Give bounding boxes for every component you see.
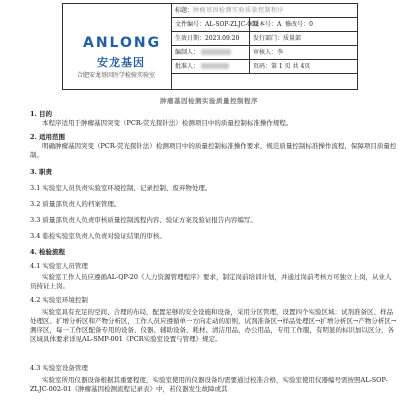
issuing-department: 发行部门：质量部	[253, 35, 302, 42]
author-row	[172, 46, 357, 60]
company-logo	[83, 35, 161, 51]
logo-chinese-name: 安龙基因	[97, 56, 145, 69]
section-purpose	[30, 110, 398, 128]
list-item: 3.2 质量部负责人的档案管理。	[30, 200, 121, 208]
effective-date: 生效日期：2023.09.20	[172, 32, 250, 45]
author-cell	[172, 46, 250, 59]
version-revision	[250, 18, 357, 31]
logo-text: ANLONG	[83, 35, 162, 51]
redacted-signature	[201, 63, 229, 69]
paragraph: 明确肿瘤基因突变（PCR-荧光探针法）检测项目中的质量控制标准操作要求，规范质量控制标准操作流程，保障项目质量控制。	[30, 142, 397, 159]
section-scope	[30, 133, 398, 160]
heading: 2. 适用范围	[30, 133, 66, 141]
approver-cell	[172, 60, 250, 73]
title-label: 标题：	[175, 7, 194, 14]
doc-number-row	[172, 18, 357, 32]
paragraph: 实验室工作人员应遵循AL-QP-20《人力资源管理程序》要求，制定岗前培训计划，并通过岗前考核方可独立上岗，从业人员持证上岗。	[30, 273, 392, 290]
paragraph: 本程序适用于肿瘤基因突变（PCR-荧光探针法）检测项目中的质量控制标准操作规程。	[42, 119, 293, 127]
logo-cell	[63, 4, 172, 89]
section-procedure	[30, 248, 398, 257]
paragraph: 实验室所用仪器设备根据其重要程度，实验室使用的仪器设备均需要通过校准合格，实验室使用仪器编号需按照AL-SOP-ZLJC-002-01《肿瘤基因检测流程记录表》中，若仪器发生故障或其	[30, 376, 388, 393]
author-label: 编制人：	[175, 49, 200, 56]
subheading: 4.1 实验室人员管理	[30, 262, 88, 270]
revision: 修改号：0	[285, 21, 313, 28]
paragraph: 实验室具有充足的空间、合理的布局，配置足够的安全设施和设备，采用分区管理，设置四个实验区域：试剂准备区、样品处理区、扩增分析区和产物分析区，工作人员应遵循单一方向走动的原则，试剂准备区→样品处理区→扩增分析区→产物分析区→测序区，每一工作区配备专用的设备、仪器、辅助设备、耗材、清洁用品、办公用品，专用工作服，有明显的标识加以区分，各区域具体要求详见AL-SMP-001《PCR实验室设置与管理》规定。	[30, 308, 397, 343]
document-header-table	[62, 3, 358, 90]
reviewer: 审核人：李	[253, 49, 284, 56]
subheading: 4.2 实验室环境控制	[30, 296, 88, 304]
list-item: 3.4 临检实验室负责人负责对验证结果的审核。	[30, 232, 166, 240]
title-value: 肿瘤基因检测实验质量控制程序	[193, 7, 285, 14]
version: 版本号：A	[253, 21, 282, 28]
heading: 3. 职责	[30, 168, 53, 176]
approver-label: 批准人：	[175, 63, 200, 70]
redacted-signature	[201, 49, 231, 55]
blank-row	[172, 74, 357, 88]
company-name: 合肥安龙基因医学检验实验室	[77, 72, 156, 79]
page-number: 页码：第 1 页 共 4页	[253, 63, 311, 70]
list-item: 3.1 实验室人员负责实验室环境控制、记录控制、废弃物处理。	[30, 184, 212, 192]
list-item: 3.3 质量部负责人负责审核质量控制流程内容、验证方案及验证报告内容编写。	[30, 216, 257, 224]
doc-number: 文件编号：AL-SOP-ZLJC-002	[172, 18, 250, 31]
subheading: 4.3 实验室设备管理	[30, 364, 88, 372]
title-row	[172, 4, 357, 18]
document-title: 肿瘤基因检测实验质量控制程序	[160, 97, 258, 105]
heading: 1. 目的	[30, 110, 53, 118]
approver-row	[172, 60, 357, 74]
section-responsibility	[30, 168, 398, 177]
heading: 4. 检验流程	[30, 248, 66, 256]
effective-date-row	[172, 32, 357, 46]
